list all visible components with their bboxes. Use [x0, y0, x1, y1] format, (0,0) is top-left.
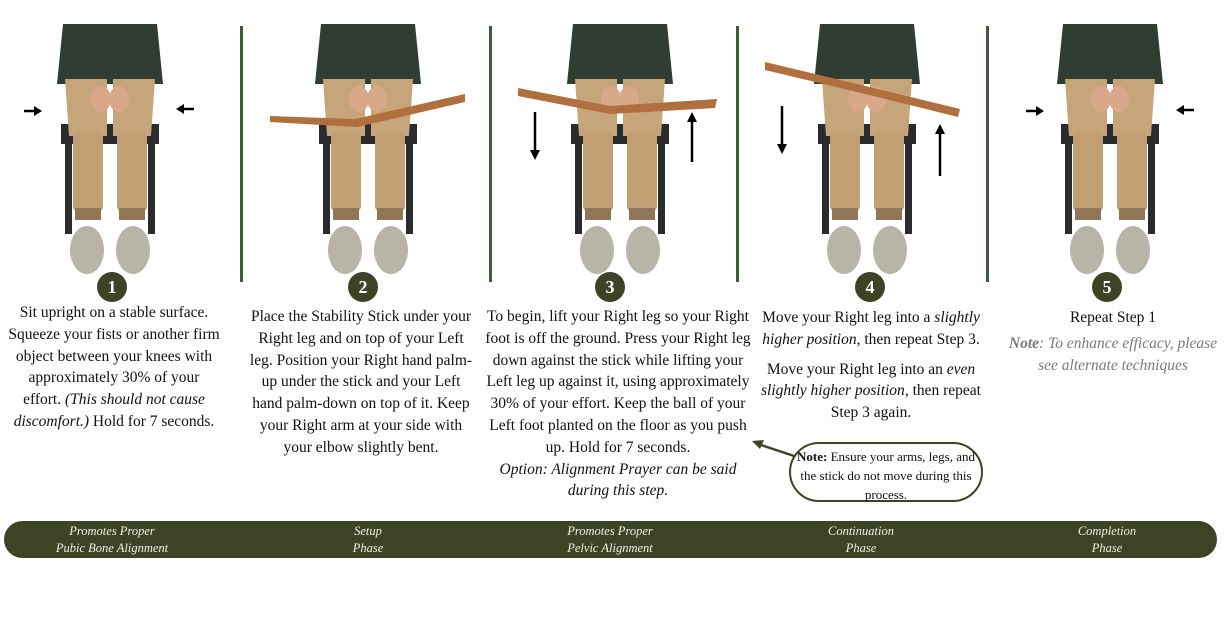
- phase-label: Completion Phase: [1077, 524, 1137, 555]
- step4-paragraph: Move your Right leg into an even slightly higher position, then repeat Step 3 again.: [761, 360, 981, 422]
- arrow-left-icon: [176, 104, 194, 114]
- divider: [986, 26, 989, 282]
- step4-description: [752, 307, 990, 424]
- step5-note: Note: To enhance efficacy, please see alternate techniques: [1008, 334, 1218, 374]
- divider: [736, 26, 739, 282]
- step1-caution: (This should not cause discomfort.): [13, 391, 205, 430]
- step5-photo: [1020, 24, 1200, 280]
- divider: [240, 26, 243, 282]
- note-text: Ensure your arms, legs, and the stick do not move during this process.: [800, 449, 975, 502]
- arrow-right-icon: [24, 106, 42, 116]
- step-number-badge: 5: [1092, 272, 1122, 302]
- step-number-badge: 1: [97, 272, 127, 302]
- arrow-up-icon: [687, 112, 697, 162]
- arrow-down-icon: [530, 112, 540, 160]
- step-number-badge: 4: [855, 272, 885, 302]
- phase-label: Promotes Proper Pelvic Alignment: [567, 524, 653, 555]
- step1-text: Sit upright on a stable surface. Squeeze your fists or another firm object between your knees with approximately 30% of your effort.: [8, 304, 220, 409]
- note-box: [789, 442, 983, 502]
- note-label: Note:: [797, 449, 828, 464]
- arrow-right-icon: [1026, 106, 1044, 116]
- phase-bar: [4, 521, 1217, 558]
- step1-description: [8, 302, 220, 433]
- step1-photo: [20, 24, 200, 280]
- step5-description: [1004, 307, 1222, 376]
- step-number-badge: 2: [348, 272, 378, 302]
- phase-label: Continuation Phase: [828, 524, 894, 555]
- step3-text: To begin, lift your Right leg so your Right foot is off the ground. Press your Right leg down against the stick while lifting your Left leg up against it, using approximately 30% of your effort. Keep the ball of your Left foot planted on the floor as you push up. Hold for 7 seconds.: [485, 308, 751, 456]
- step-number-badge: 3: [595, 272, 625, 302]
- phase-label: Setup Phase: [352, 524, 384, 555]
- divider: [489, 26, 492, 282]
- step3-description: [482, 306, 754, 502]
- step2-description: [246, 306, 476, 459]
- step3-photo: [515, 24, 720, 280]
- step4-paragraph: Move your Right leg into a slightly higher position, then repeat Step 3.: [762, 309, 980, 348]
- step2-photo: [265, 24, 470, 280]
- step3-option: Option: Alignment Prayer can be said during this step.: [499, 460, 737, 500]
- step2-text: Place the Stability Stick under your Right leg and on top of your Left leg. Position your Right hand palm-up under the stick and your Left hand palm-down on top of it. Keep your Right arm at your side with your elbow slightly bent.: [249, 308, 473, 456]
- phase-label: Promotes Proper Pubic Bone Alignment: [55, 524, 169, 555]
- step4-photo: [762, 24, 967, 280]
- arrow-up-icon: [935, 124, 945, 176]
- arrow-down-icon: [777, 106, 787, 154]
- step1-hold: Hold for 7 seconds.: [89, 412, 215, 430]
- arrow-left-icon: [1176, 105, 1194, 115]
- step5-text: Repeat Step 1: [1069, 309, 1157, 326]
